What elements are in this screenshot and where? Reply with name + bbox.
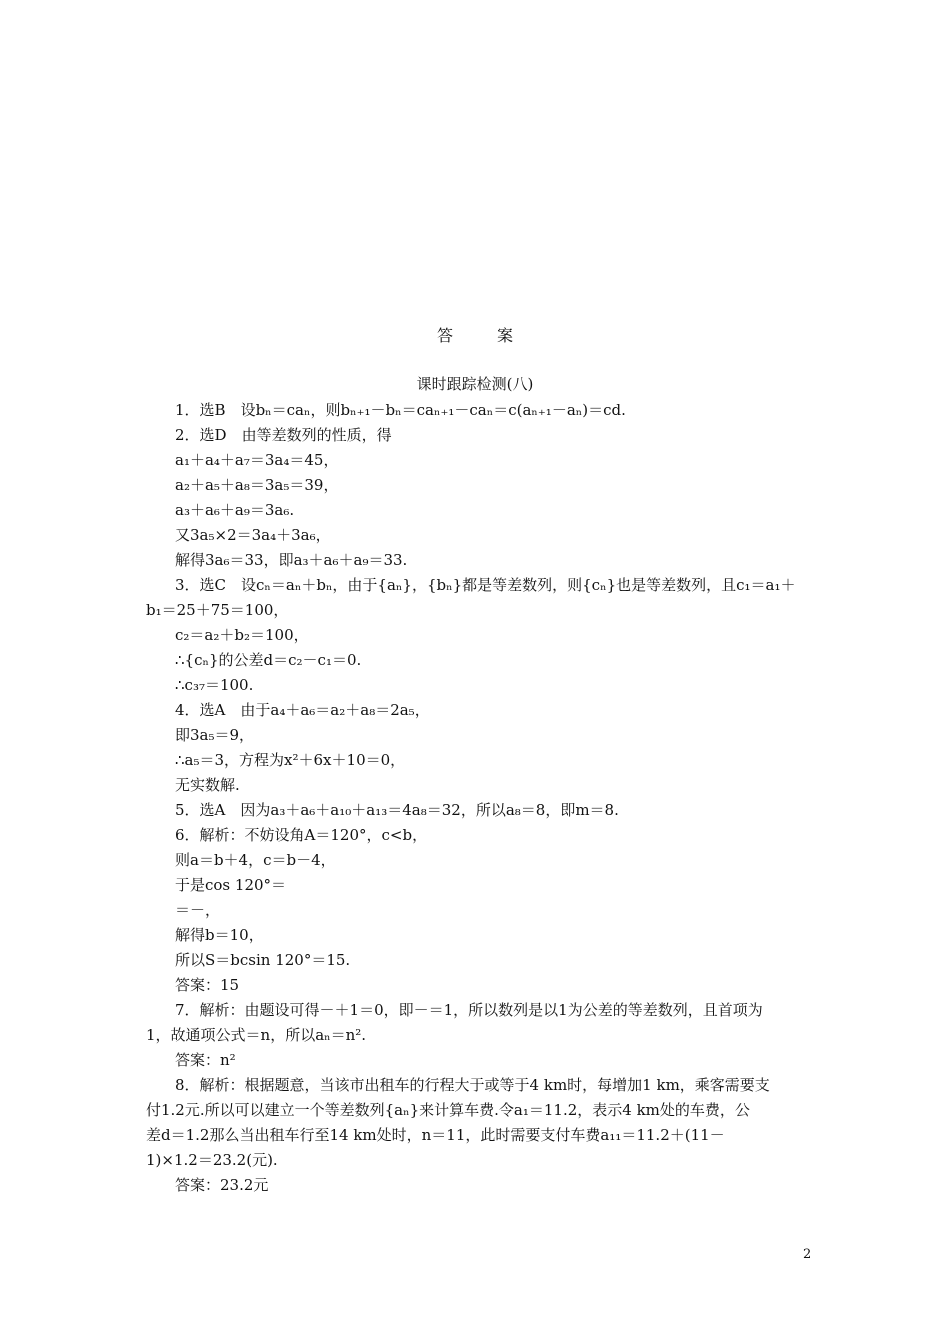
answer-line: 差d＝1.2那么当出租车行至14 km处时，n＝11，此时需要支付车费a₁₁＝11.2＋(11－: [146, 1126, 725, 1144]
answer-line: 无实数解.: [175, 776, 240, 794]
answer-body: [146, 398, 812, 1198]
answer-line: 8．解析：根据题意，当该市出租车的行程大于或等于4 km时，每增加1 km，乘客需要支: [175, 1076, 770, 1094]
answer-line: 则a＝b＋4，c＝b－4，: [175, 851, 336, 869]
answer-line: 解得3a₆＝33，即a₃＋a₆＋a₉＝33.: [175, 551, 408, 569]
answer-line: 所以S＝bcsin 120°＝15.: [175, 951, 351, 969]
answer-line: 1，故通项公式＝n，所以aₙ＝n².: [146, 1026, 367, 1044]
answer-line: 2．选D 由等差数列的性质，得: [175, 426, 392, 444]
answer-line: ∴{cₙ}的公差d＝c₂－c₁＝0.: [175, 651, 362, 669]
answer-line: ∴c₃₇＝100.: [175, 676, 254, 694]
answer-line: ∴a₅＝3，方程为x²＋6x＋10＝0，: [175, 751, 406, 769]
answer-line: 付1.2元.所以可以建立一个等差数列{aₙ}来计算车费.令a₁＝11.2，表示4 km处的车费，公: [146, 1101, 750, 1119]
answer-line: b₁＝25＋75＝100，: [146, 601, 289, 619]
answer-line: c₂＝a₂＋b₂＝100，: [175, 626, 309, 644]
answer-line: 1)×1.2＝23.2(元).: [146, 1151, 278, 1169]
answer-line: a₂＋a₅＋a₈＝3a₅＝39，: [175, 476, 339, 494]
answer-line: ＝－，: [175, 901, 221, 919]
answer-line: 7．解析：由题设可得－＋1＝0，即－＝1，所以数列是以1为公差的等差数列，且首项为: [175, 1001, 763, 1019]
answer-line: 即3a₅＝9，: [175, 726, 255, 744]
answer-line: 又3a₅×2＝3a₄＋3a₆，: [175, 526, 331, 544]
answer-line: 答案：23.2元: [175, 1176, 269, 1194]
section-subtitle: 课时跟踪检测(八): [416, 375, 534, 393]
answer-line: 4．选A 由于a₄＋a₆＝a₂＋a₈＝2a₅，: [175, 701, 430, 719]
answer-line: 答案：n²: [175, 1051, 236, 1069]
page-number: 2: [803, 1247, 812, 1262]
page-title: 答 案: [436, 326, 527, 345]
answer-line: 3．选C 设cₙ＝aₙ＋bₙ，由于{aₙ}，{bₙ}都是等差数列，则{cₙ}也是等差数列，且c₁＝a₁＋: [175, 576, 796, 594]
answer-line: 解得b＝10，: [175, 926, 264, 944]
answer-line: 6．解析：不妨设角A＝120°，c<b，: [175, 826, 428, 844]
answer-line: a₃＋a₆＋a₉＝3a₆.: [175, 501, 295, 519]
answer-line: 1．选B 设bₙ＝caₙ，则bₙ₊₁－bₙ＝caₙ₊₁－caₙ＝c(aₙ₊₁－aₙ)＝cd.: [175, 401, 626, 419]
answer-line: 5．选A 因为a₃＋a₆＋a₁₀＋a₁₃＝4a₈＝32，所以a₈＝8，即m＝8.: [175, 801, 619, 819]
answer-line: a₁＋a₄＋a₇＝3a₄＝45，: [175, 451, 339, 469]
answer-line: 答案：15: [175, 976, 240, 994]
answer-line: 于是cos 120°＝: [175, 876, 287, 894]
